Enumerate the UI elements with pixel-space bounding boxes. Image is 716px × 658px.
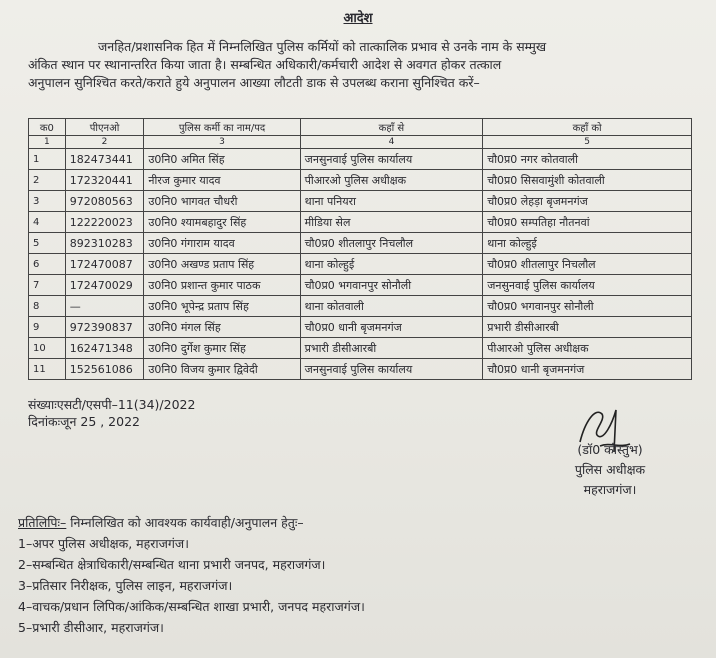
from-cell: पीआरओ पुलिस अधीक्षक: [300, 170, 483, 191]
intro-line: अनुपालन सुनिश्चित करते/कराते हुये अनुपालन आख्या लौटती डाक से उपलब्ध कराना सुनिश्चित करें–: [28, 75, 480, 90]
pno-cell: 152561086: [65, 359, 144, 380]
name-cell: उ0नि0 भागवत चौधरी: [144, 191, 300, 212]
table-row: [29, 359, 692, 380]
table-row: [29, 212, 692, 233]
order-title: आदेश: [343, 11, 373, 26]
to-cell: चौ0प्र0 शीतलापुर निचलौल: [483, 254, 692, 275]
from-cell: चौ0प्र0 शीतलापुर निचलौल: [300, 233, 483, 254]
serial-cell: 8: [29, 296, 66, 317]
serial-cell: 1: [29, 149, 66, 170]
pno-cell: 972080563: [65, 191, 144, 212]
copy-item: 4–वाचक/प्रधान लिपिक/आंकिक/सम्बन्धित शाखा प्रभारी, जनपद महराजगंज।: [18, 599, 365, 614]
serial-cell: 2: [29, 170, 66, 191]
header-to: कहाँ को: [483, 119, 692, 136]
header-pno: पीएनओ: [65, 119, 144, 136]
name-cell: उ0नि0 प्रशान्त कुमार पाठक: [144, 275, 300, 296]
table-row: [29, 170, 692, 191]
table-header-row: [29, 119, 692, 136]
from-cell: थाना कोल्हुई: [300, 254, 483, 275]
transfer-table: [28, 118, 692, 380]
name-cell: नीरज कुमार यादव: [144, 170, 300, 191]
from-cell: प्रभारी डीसीआरबी: [300, 338, 483, 359]
from-cell: चौ0प्र0 भगवानपुर सोनौली: [300, 275, 483, 296]
reference-date: दिनांकःजून 25 , 2022: [28, 414, 140, 429]
name-cell: उ0नि0 दुर्गेश कुमार सिंह: [144, 338, 300, 359]
col-number: 4: [300, 136, 483, 149]
serial-cell: 3: [29, 191, 66, 212]
pno-cell: 972390837: [65, 317, 144, 338]
serial-cell: 5: [29, 233, 66, 254]
copy-item: 5–प्रभारी डीसीआर, महराजगंज।: [18, 620, 164, 635]
header-serial: क0: [29, 119, 66, 136]
from-cell: चौ0प्र0 धानी बृजमनगंज: [300, 317, 483, 338]
pno-cell: 122220023: [65, 212, 144, 233]
serial-cell: 10: [29, 338, 66, 359]
name-cell: उ0नि0 श्यामबहादुर सिंह: [144, 212, 300, 233]
name-cell: उ0नि0 अखण्ड प्रताप सिंह: [144, 254, 300, 275]
table-row: [29, 191, 692, 212]
signature-block: [540, 440, 680, 500]
to-cell: जनसुनवाई पुलिस कार्यालय: [483, 275, 692, 296]
copy-heading-text: निम्नलिखित को आवश्यक कार्यवाही/अनुपालन हेतुः–: [66, 515, 304, 530]
serial-cell: 11: [29, 359, 66, 380]
reference-block: [28, 396, 195, 430]
table-row: [29, 338, 692, 359]
to-cell: पीआरओ पुलिस अधीक्षक: [483, 338, 692, 359]
to-cell: प्रभारी डीसीआरबी: [483, 317, 692, 338]
pno-cell: 182473441: [65, 149, 144, 170]
column-number-row: [29, 136, 692, 149]
to-cell: चौ0प्र0 सिसवामुंशी कोतवाली: [483, 170, 692, 191]
copy-heading-label: प्रतिलिपिः–: [18, 515, 67, 530]
to-cell: चौ0प्र0 भगवानपुर सोनौली: [483, 296, 692, 317]
signatory-place: महराजगंज।: [583, 482, 637, 497]
intro-line: अंकित स्थान पर स्थानान्तरित किया जाता है। सम्बन्धित अधिकारी/कर्मचारी आदेश से अवगत होकर तत्काल: [28, 57, 502, 72]
col-number: 2: [65, 136, 144, 149]
table-row: [29, 317, 692, 338]
col-number: 3: [144, 136, 300, 149]
serial-cell: 7: [29, 275, 66, 296]
intro-line: जनहित/प्रशासनिक हित में निम्नलिखित पुलिस कर्मियों को तात्कालिक प्रभाव से उनके नाम के सम्मुख: [98, 39, 547, 54]
pno-cell: 162471348: [65, 338, 144, 359]
table-row: [29, 233, 692, 254]
header-name: पुलिस कर्मी का नाम/पद: [144, 119, 300, 136]
name-cell: उ0नि0 भूपेन्द्र प्रताप सिंह: [144, 296, 300, 317]
pno-cell: —: [65, 296, 144, 317]
reference-number: संख्याःएसटी/एसपी–11(34)/2022: [28, 397, 196, 412]
from-cell: थाना कोतवाली: [300, 296, 483, 317]
table-body: [29, 149, 692, 380]
pno-cell: 892310283: [65, 233, 144, 254]
signatory-designation: पुलिस अधीक्षक: [574, 462, 646, 477]
to-cell: चौ0प्र0 धानी बृजमनगंज: [483, 359, 692, 380]
from-cell: मीडिया सेल: [300, 212, 483, 233]
pno-cell: 172470029: [65, 275, 144, 296]
serial-cell: 6: [29, 254, 66, 275]
col-number: 1: [29, 136, 66, 149]
name-cell: उ0नि0 विजय कुमार द्विवेदी: [144, 359, 300, 380]
to-cell: थाना कोल्हुई: [483, 233, 692, 254]
to-cell: चौ0प्र0 नगर कोतवाली: [483, 149, 692, 170]
copy-item: 2–सम्बन्धित क्षेत्राधिकारी/सम्बन्धित थाना प्रभारी जनपद, महराजगंज।: [18, 557, 326, 572]
serial-cell: 9: [29, 317, 66, 338]
name-cell: उ0नि0 मंगल सिंह: [144, 317, 300, 338]
table-row: [29, 296, 692, 317]
copy-item: 3–प्रतिसार निरीक्षक, पुलिस लाइन, महराजगंज।: [18, 578, 233, 593]
to-cell: चौ0प्र0 लेहड़ा बृजमनगंज: [483, 191, 692, 212]
serial-cell: 4: [29, 212, 66, 233]
signatory-name: (डॉ0 कौस्तुभ): [577, 442, 643, 457]
table-row: [29, 149, 692, 170]
name-cell: उ0नि0 अमित सिंह: [144, 149, 300, 170]
copy-heading: [18, 512, 698, 533]
header-from: कहाँ से: [300, 119, 483, 136]
from-cell: थाना पनियरा: [300, 191, 483, 212]
from-cell: जनसुनवाई पुलिस कार्यालय: [300, 359, 483, 380]
intro-paragraph: [28, 38, 700, 92]
table-row: [29, 254, 692, 275]
copy-to-block: [18, 512, 698, 638]
name-cell: उ0नि0 गंगाराम यादव: [144, 233, 300, 254]
from-cell: जनसुनवाई पुलिस कार्यालय: [300, 149, 483, 170]
pno-cell: 172470087: [65, 254, 144, 275]
col-number: 5: [483, 136, 692, 149]
pno-cell: 172320441: [65, 170, 144, 191]
copy-item: 1–अपर पुलिस अधीक्षक, महराजगंज।: [18, 536, 189, 551]
to-cell: चौ0प्र0 सम्पतिहा नौतनवां: [483, 212, 692, 233]
table-row: [29, 275, 692, 296]
